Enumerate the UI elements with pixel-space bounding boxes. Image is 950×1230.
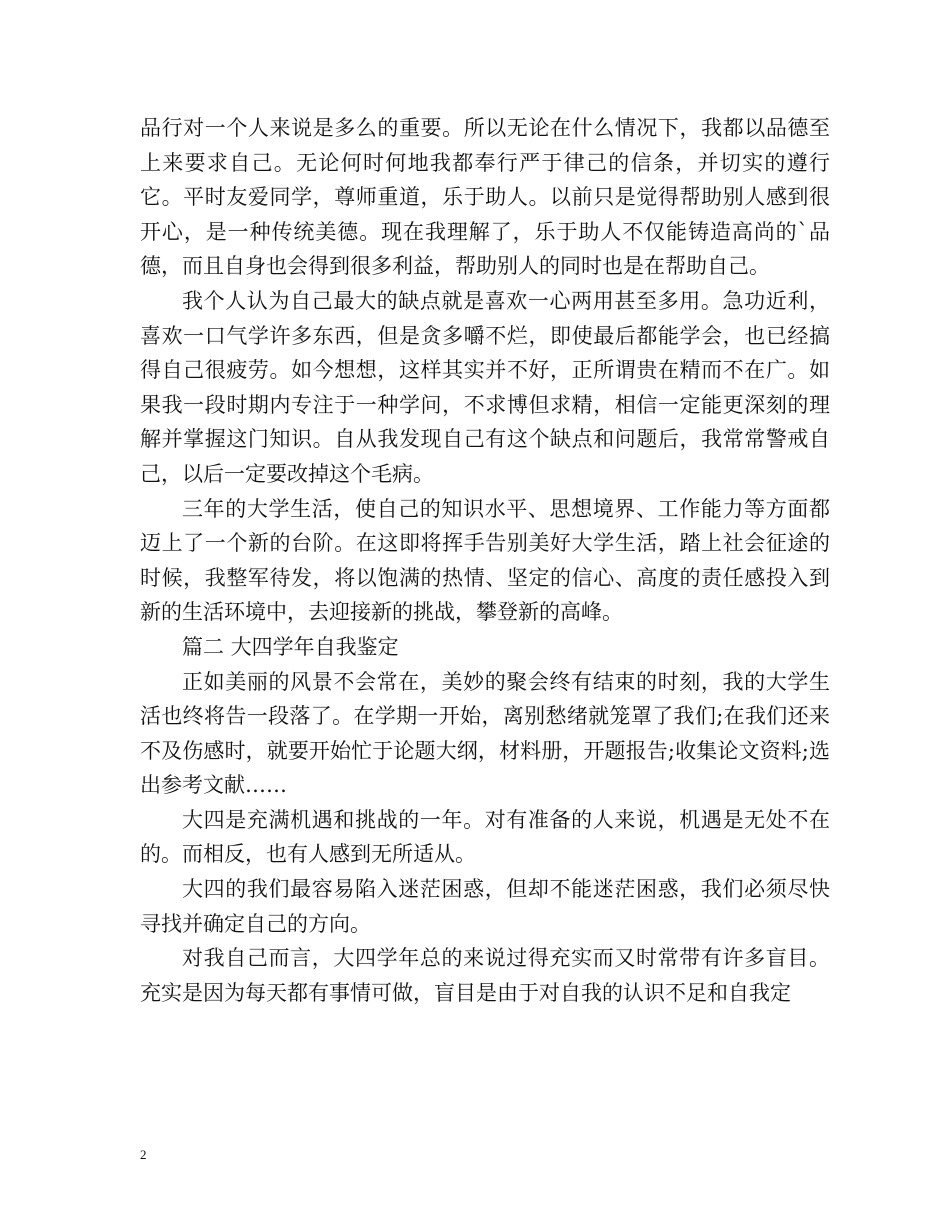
paragraph-3: 三年的大学生活，使自己的知识水平、思想境界、工作能力等方面都迈上了一个新的台阶。在这即将挥手告别美好大学生活，踏上社会征途的时候，我整军待发，将以饱满的热情、坚定的信心、高度的责任感投入到新的生活环境中，去迎接新的挑战，攀登新的高峰。 <box>140 496 830 625</box>
paragraph-5: 大四是充满机遇和挑战的一年。对有准备的人来说，机遇是无处不在的。而相反，也有人感到无所适从。 <box>140 807 830 867</box>
paragraph-2: 我个人认为自己最大的缺点就是喜欢一心两用甚至多用。急功近利，喜欢一口气学许多东西，但是贪多嚼不烂，即使最后都能学会，也已经搞得自己很疲劳。如今想想，这样其实并不好，正所谓贵在精而不在广。如果我一段时期内专注于一种学问，不求博但求精，相信一定能更深刻的理解并掌握这门知识。自从我发现自己有这个缺点和问题后，我常常警戒自己，以后一定要改掉这个毛病。 <box>140 288 830 486</box>
document-body <box>140 111 830 1010</box>
paragraph-1: 品行对一个人来说是多么的重要。所以无论在什么情况下，我都以品德至上来要求自己。无论何时何地我都奉行严于律己的信条，并切实的遵行它。平时友爱同学，尊师重道，乐于助人。以前只是觉得帮助别人感到很开心，是一种传统美德。现在我理解了，乐于助人不仅能铸造高尚的`品德，而且自身也会得到很多利益，帮助别人的同时也是在帮助自己。 <box>140 116 830 279</box>
section-heading: 篇二 大四学年自我鉴定 <box>182 634 399 659</box>
paragraph-7: 对我自己而言，大四学年总的来说过得充实而又时常带有许多盲目。充实是因为每天都有事情可做，盲目是由于对自我的认识不足和自我定 <box>140 946 830 1005</box>
page-number: 2 <box>140 1147 147 1162</box>
paragraph-6: 大四的我们最容易陷入迷茫困惑，但却不能迷茫困惑，我们必须尽快寻找并确定自己的方向。 <box>140 877 830 936</box>
paragraph-4: 正如美丽的风景不会常在，美妙的聚会终有结束的时刻，我的大学生活也终将告一段落了。在学期一开始，离别愁绪就笼罩了我们;在我们还来不及伤感时，就要开始忙于论题大纲，材料册，开题报告;收集论文资料;选出参考文献…… <box>140 669 830 798</box>
